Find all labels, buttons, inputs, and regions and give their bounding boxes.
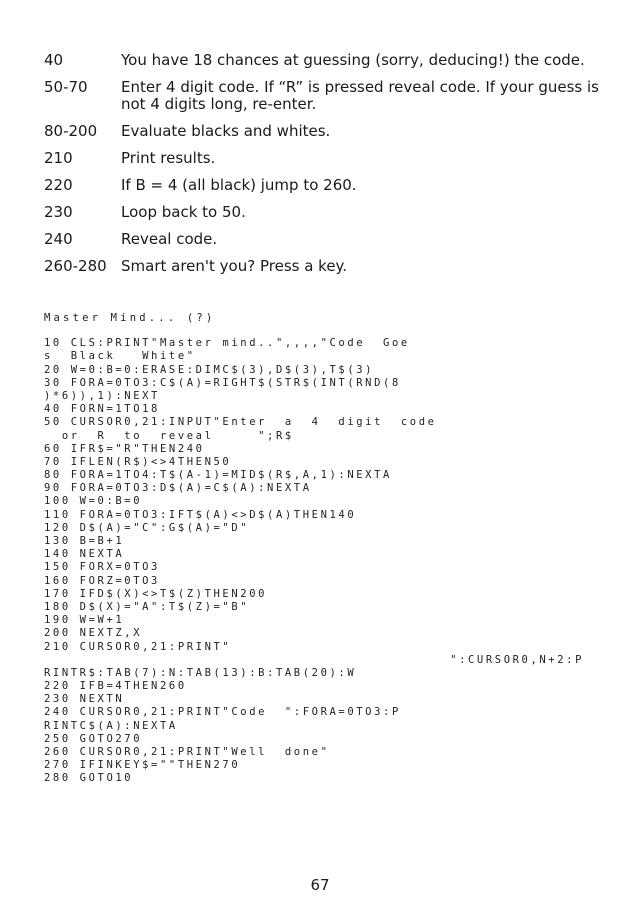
code-line: ":CURSOR0,N+2:P <box>450 653 584 666</box>
code-line: 270 IFINKEY$=""THEN270 <box>44 759 241 772</box>
code-line: 230 NEXTN <box>44 693 125 706</box>
explanation-text: Reveal code. <box>121 230 218 248</box>
code-line: 80 FORA=1TO4:T$(A-1)=MID$(R$,A,1):NEXTA <box>44 469 392 482</box>
code-line: 100 W=0:B=0 <box>44 495 143 508</box>
line-range: 80-200 <box>44 122 98 140</box>
line-range: 40 <box>44 51 64 69</box>
line-range: 240 <box>44 230 73 248</box>
code-line: 60 IFR$="R"THEN240 <box>44 442 205 455</box>
explanation-row <box>44 204 604 221</box>
code-line: 160 FORZ=0TO3 <box>44 574 160 587</box>
explanation-text: Smart aren't you? Press a key. <box>121 257 348 275</box>
code-line: 150 FORX=0TO3 <box>44 561 160 574</box>
explanation-row <box>44 52 604 69</box>
explanation-row <box>44 123 604 140</box>
explanation-row <box>44 177 604 194</box>
code-line: 280 GOTO10 <box>44 772 134 785</box>
explanation-text: Evaluate blacks and whites. <box>121 122 331 140</box>
explanation-row <box>44 231 604 248</box>
explanation-text: Enter 4 digit code. If “R” is pressed reveal code. If your guess is not 4 digits long, re-enter. <box>121 78 599 113</box>
line-range: 260-280 <box>44 257 107 275</box>
line-range: 220 <box>44 176 73 194</box>
code-line: RINTC$(A):NEXTA <box>44 719 178 732</box>
code-line: 240 CURSOR0,21:PRINT"Code ":FORA=0TO3:P <box>44 706 401 719</box>
explanation-row <box>44 79 604 113</box>
code-line: 90 FORA=0TO3:D$(A)=C$(A):NEXTA <box>44 482 312 495</box>
code-line: )*6)),1):NEXT <box>44 389 160 402</box>
code-line: 40 FORN=1TO18 <box>44 403 160 416</box>
page-number: 67 <box>310 876 330 894</box>
explanation-text: Loop back to 50. <box>121 203 246 221</box>
code-line: 30 FORA=0TO3:C$(A)=RIGHT$(STR$(INT(RND(8 <box>44 376 401 389</box>
code-line: 70 IFLEN(R$)<>4THEN50 <box>44 455 232 468</box>
line-range: 230 <box>44 203 73 221</box>
line-explanations <box>44 52 604 285</box>
code-line: 200 NEXTZ,X <box>44 627 143 640</box>
code-line: 180 D$(X)="A":T$(Z)="B" <box>44 600 250 613</box>
code-line: 170 IFD$(X)<>T$(Z)THEN200 <box>44 587 268 600</box>
code-line: 220 IFB=4THEN260 <box>44 680 187 693</box>
code-line: 210 CURSOR0,21:PRINT" <box>44 640 232 653</box>
code-line: 110 FORA=0TO3:IFT$(A)<>D$(A)THEN140 <box>44 508 357 521</box>
explanation-row <box>44 258 604 275</box>
code-line: 20 W=0:B=0:ERASE:DIMC$(3),D$(3),T$(3) <box>44 363 375 376</box>
code-line: or R to reveal ";R$ <box>44 429 294 442</box>
code-line: RINTR$:TAB(7):N:TAB(13):B:TAB(20):W <box>44 666 357 679</box>
code-line: 10 CLS:PRINT"Master mind..",,,,"Code Goe <box>44 337 410 350</box>
line-range: 210 <box>44 149 73 167</box>
program-listing <box>44 312 584 786</box>
code-line: 190 W=W+1 <box>44 614 125 627</box>
code-line: 140 NEXTA <box>44 548 125 561</box>
explanation-text: You have 18 chances at guessing (sorry, deducing!) the code. <box>121 51 585 69</box>
explanation-text: If B = 4 (all black) jump to 260. <box>121 176 357 194</box>
listing-title: Master Mind... (?) <box>44 312 216 324</box>
code-line: 120 D$(A)="C":G$(A)="D" <box>44 521 250 534</box>
code-line: 130 B=B+1 <box>44 535 125 547</box>
line-range: 50-70 <box>44 78 88 96</box>
code-line: 250 GOTO270 <box>44 732 143 745</box>
explanation-row <box>44 150 604 167</box>
code-line: 260 CURSOR0,21:PRINT"Well done" <box>44 746 330 758</box>
code-line: s Black White" <box>44 350 196 363</box>
explanation-text: Print results. <box>121 149 216 167</box>
code-line: 50 CURSOR0,21:INPUT"Enter a 4 digit code <box>44 416 437 429</box>
